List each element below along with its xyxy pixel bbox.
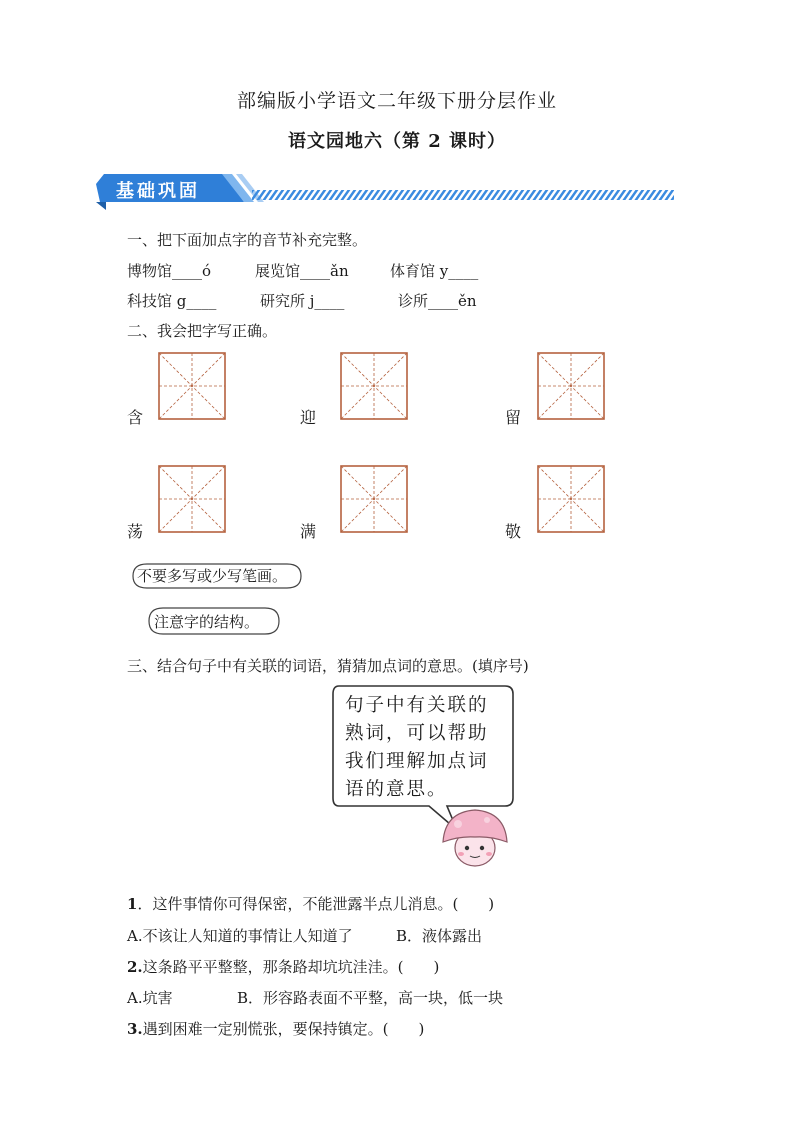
tip-bubble-2 [145,604,285,638]
tip-bubble-1 [127,560,307,592]
practice-character: 荡 [127,522,144,541]
grid-lines [340,352,408,420]
section-banner [96,172,686,212]
speech-line: 熟词，可以帮助 [345,723,489,744]
question-1 [127,893,494,914]
pinyin-item: 诊所____ěn [398,292,477,310]
page-title: 部编版小学语文二年级下册分层作业 [236,90,557,112]
question-3 [127,1018,424,1039]
practice-character: 留 [505,408,522,427]
option-a: A.不该让人知道的事情让人知道了 [127,927,353,945]
grid-lines [340,465,408,533]
speech-line: 语的意思。 [345,779,448,800]
banner-label: 基础巩固 [116,181,200,202]
mushroom-mascot-icon [443,810,507,866]
grid-lines [537,465,605,533]
option-b: B．形容路表面不平整，高一块，低一块 [237,989,504,1007]
question-number: 2. [127,958,143,976]
question-number: 1 [127,895,138,913]
lesson-subtitle: 语文园地六（第 2 课时） [287,131,507,152]
writing-grid[interactable] [340,352,408,420]
question-text: 遇到困难一定别慌张，要保持镇定。( ) [142,1020,425,1038]
grid-lines [158,352,226,420]
section3-heading: 三、结合句子中有关联的词语，猜猜加点词的意思。(填序号) [127,657,529,675]
grid-lines [158,465,226,533]
practice-character: 迎 [300,408,317,427]
speech-line: 句子中有关联的 [345,695,489,716]
writing-grid[interactable] [158,352,226,420]
section1-heading: 一、把下面加点字的音节补充完整。 [127,231,368,249]
question-1-options [127,925,483,946]
question-2-options [127,987,504,1008]
practice-character: 敬 [505,522,522,541]
question-number: 3. [127,1020,143,1038]
speech-text [345,692,505,804]
practice-character: 满 [300,522,317,541]
practice-character: 含 [127,408,144,427]
speech-line: 我们理解加点词 [345,751,489,772]
pinyin-item: 博物馆____ó [127,262,212,280]
section2-heading: 二、我会把字写正确。 [127,322,278,340]
tip-text: 不要多写或少写笔画。 [137,567,288,585]
writing-grid[interactable] [340,465,408,533]
grid-lines [537,352,605,420]
question-text: 这条路平平整整，那条路却坑坑洼洼。( ) [142,958,440,976]
tip-text: 注意字的结构。 [154,613,260,631]
pinyin-item: 研究所 j____ [260,292,345,310]
writing-grid[interactable] [158,465,226,533]
question-text: ．这件事情你可得保密，不能泄露半点儿消息。( ) [137,895,495,913]
pinyin-item: 体育馆 y____ [390,262,479,280]
pinyin-item: 展览馆____ǎn [255,262,349,280]
question-2 [127,956,439,977]
writing-grid[interactable] [537,465,605,533]
option-b: B．液体露出 [396,927,483,945]
option-a: A.坑害 [127,989,173,1007]
pinyin-item: 科技馆 g____ [127,292,217,310]
writing-grid[interactable] [537,352,605,420]
